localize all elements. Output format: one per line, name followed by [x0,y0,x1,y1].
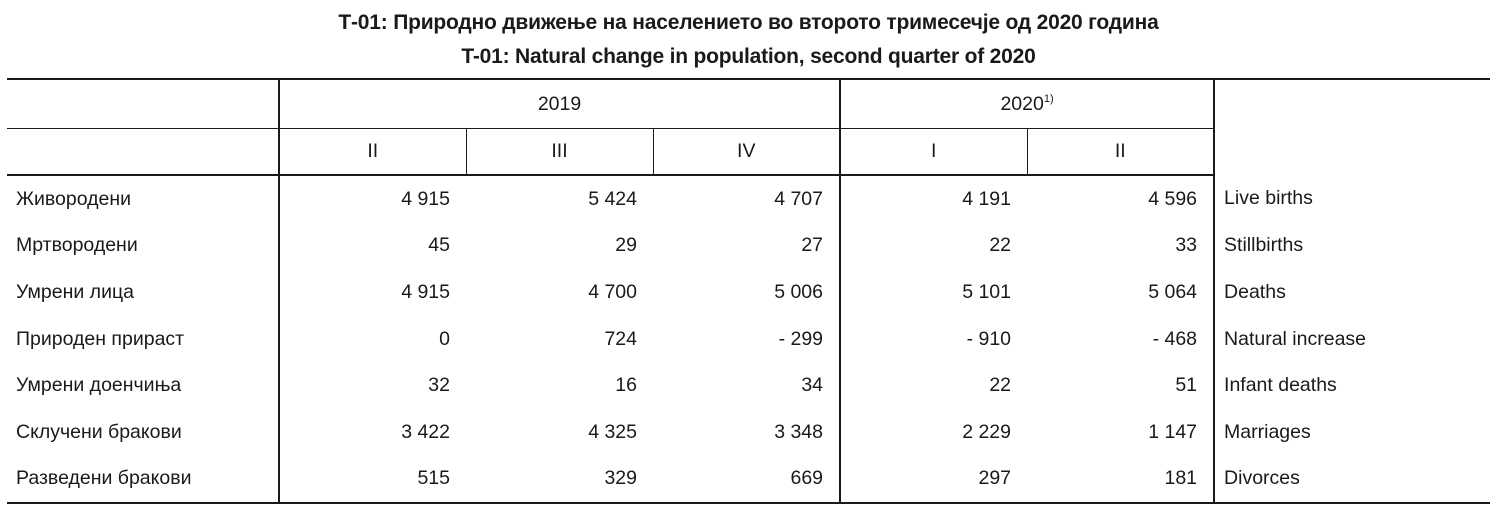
value-cell: 4 915 [279,175,466,223]
footnote-marker: 1) [1043,92,1054,105]
row-label-en: Infant deaths [1214,362,1490,409]
value-cell: 27 [801,234,824,257]
title-block [0,0,1497,74]
title-english: T-01: Natural change in population, second quarter of 2020 [461,45,1036,68]
row-label-mk: Умрени лица [16,280,134,303]
row-label-mk: Умрени доенчиња [16,374,182,397]
value-cell: 181 [1027,456,1214,504]
row-label-en: Deaths [1214,269,1490,316]
row-label-en: Divorces [1214,456,1490,504]
table-row [7,316,1490,363]
value-cell: 3 422 [279,409,466,456]
row-label-mk: Склучени бракови [16,420,182,443]
header-quarter: III [466,129,653,176]
value-cell: 0 [279,316,466,363]
value-cell: 1 147 [1148,420,1198,443]
table-row [7,223,1490,270]
header-row-years [7,79,1490,129]
value-cell: 4 596 [1148,187,1198,210]
value-cell: 297 [840,456,1027,504]
header-corner-left [7,79,279,129]
value-cell: - 468 [1152,327,1198,350]
value-cell: 669 [653,456,840,504]
header-quarter: II [279,129,466,176]
value-cell: 5 101 [840,269,1027,316]
value-cell: 51 [1175,374,1198,397]
value-cell: 515 [279,456,466,504]
table-row [7,362,1490,409]
header-year-2019: 2019 [279,79,840,129]
value-cell: 2 229 [840,409,1027,456]
value-cell: 22 [840,223,1027,270]
title-macedonian: Т-01: Природно движење на населението во второто тримесечје од 2020 година [338,11,1159,34]
header-quarter: II [1027,129,1214,176]
value-cell: - 910 [840,316,1027,363]
value-cell: 33 [1175,234,1198,257]
value-cell: 3 348 [774,420,824,443]
value-cell: 5 424 [588,187,637,210]
value-cell: 4 325 [588,420,637,443]
row-label-mk: Мртвородени [16,234,138,257]
population-table [7,78,1490,504]
table-row [7,409,1490,456]
row-label-mk: Природен прираст [16,327,185,350]
value-cell: - 299 [778,327,824,350]
table-row [7,456,1490,504]
value-cell: 5 006 [774,280,824,303]
header-year-2020 [840,79,1214,129]
value-cell: 5 064 [1148,280,1198,303]
table-row [7,175,1490,223]
value-cell: 4 700 [588,280,637,303]
row-label-en: Marriages [1214,409,1490,456]
row-label-en: Natural increase [1214,316,1490,363]
value-cell: 34 [801,374,824,397]
value-cell: 29 [615,234,637,257]
value-cell: 16 [615,374,637,397]
row-label-mk: Живородени [16,187,132,210]
row-label-en: Live births [1214,175,1490,223]
header-quarter: IV [653,129,840,176]
header-quarter: I [840,129,1027,176]
year-2020-label: 2020 [1000,92,1044,115]
value-cell: 4 707 [774,187,824,210]
table-body [7,175,1490,503]
value-cell: 22 [840,362,1027,409]
value-cell: 329 [466,456,653,504]
row-label-mk: Разведени бракови [7,456,279,504]
value-cell: 45 [279,223,466,270]
row-label-en: Stillbirths [1214,223,1490,270]
value-cell: 4 191 [840,175,1027,223]
value-cell: 4 915 [279,269,466,316]
value-cell: 724 [604,327,637,350]
header-blank [7,129,279,176]
header-corner-right [1214,79,1490,175]
table-row [7,269,1490,316]
value-cell: 32 [279,362,466,409]
